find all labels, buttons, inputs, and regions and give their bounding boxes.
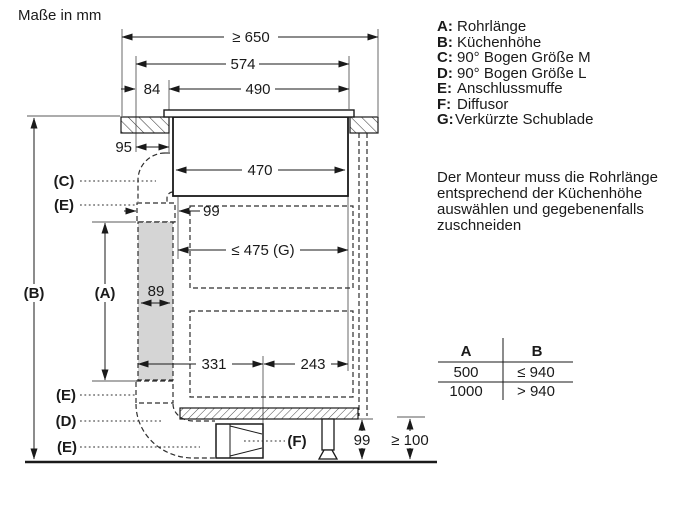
- connection-socket-bottom: [136, 381, 173, 403]
- duct-pipe: [138, 222, 173, 380]
- units-title: Maße in mm: [18, 7, 102, 24]
- svg-text:E:Anschlussmuffe: [437, 80, 563, 97]
- note-line: zuschneiden: [437, 217, 522, 234]
- worktop-right: [350, 117, 378, 133]
- legend-label: Anschlussmuffe: [457, 80, 563, 97]
- dim-bottom-height: 99: [353, 432, 371, 449]
- legend-key: D:: [437, 65, 453, 82]
- legend-key: F:: [437, 96, 452, 113]
- dim-duct-to-center: 331: [201, 356, 227, 373]
- dim-drawer-depth: ≤ 475 (G): [231, 242, 295, 259]
- label-bend-top: (C): [53, 173, 75, 190]
- label-socket-top: (E): [54, 197, 74, 214]
- svg-text:C:90° Bogen Größe M: [437, 49, 591, 66]
- dim-hob-inner-width: 470: [247, 162, 273, 179]
- bend-90-top: [138, 153, 173, 202]
- dim-socket-width: 99: [203, 203, 220, 220]
- legend-key: E:: [437, 80, 452, 97]
- dimension-lines: [34, 37, 410, 459]
- legend-label: 90° Bogen Größe M: [457, 49, 591, 66]
- installer-note: [437, 169, 658, 234]
- svg-text:A:Rohrlänge: [437, 18, 526, 35]
- table-cell: 1000: [449, 383, 483, 400]
- cabinet-foot: [319, 450, 337, 459]
- table-cell: > 940: [517, 383, 555, 400]
- dim-pipe-width: 89: [147, 283, 165, 300]
- table-header-a: A: [460, 343, 472, 360]
- label-bend-bottom: (D): [55, 413, 77, 430]
- dim-outlet-offset: 95: [115, 139, 132, 156]
- legend-label: Rohrlänge: [457, 18, 527, 35]
- legend-label: 90° Bogen Größe L: [457, 65, 587, 82]
- legend-key: B:: [437, 34, 453, 51]
- worktop-left: [121, 117, 169, 133]
- legend-key: C:: [437, 49, 453, 66]
- dim-hob-width: 574: [230, 56, 256, 73]
- legend-key: G:: [437, 111, 454, 128]
- label-pipe-length: (A): [94, 285, 116, 302]
- table-cell: ≤ 940: [517, 364, 555, 381]
- dim-edge-offset: 84: [143, 81, 161, 98]
- hob-assembly: [121, 110, 378, 196]
- hob-top-plate: [164, 110, 354, 117]
- cabinet-bottom-panel: [180, 408, 358, 419]
- label-kitchen-height: (B): [23, 285, 45, 302]
- table-header-b: B: [531, 343, 543, 360]
- dim-floor-clearance: ≥ 100: [391, 432, 429, 449]
- dim-center-to-wall: 243: [300, 356, 326, 373]
- cabinet-leg: [322, 419, 334, 450]
- note-line: Der Monteur muss die Rohrlänge: [437, 169, 658, 186]
- connection-socket-top: [137, 203, 175, 222]
- dim-cutout-width: 490: [245, 81, 271, 98]
- base-assembly: [25, 408, 437, 462]
- diffusor-body: [216, 424, 263, 458]
- legend-label: Küchenhöhe: [457, 34, 542, 51]
- table-cell: 500: [453, 364, 479, 381]
- dim-total-width: ≥ 650: [232, 29, 270, 46]
- label-socket-mid: (E): [56, 387, 76, 404]
- note-line: entsprechend der Küchenhöhe: [437, 185, 643, 202]
- legend-label: Verkürzte Schublade: [455, 111, 594, 128]
- callout-leaders: [80, 181, 285, 447]
- note-line: auswählen und gegebenenfalls: [437, 201, 644, 218]
- legend-key: A:: [437, 18, 453, 35]
- legend-label: Diffusor: [457, 96, 509, 113]
- lower-drawer-box: [190, 311, 353, 397]
- label-socket-bottom: (E): [57, 439, 77, 456]
- hob-body: [173, 117, 348, 196]
- height-table: [438, 338, 573, 400]
- legend: [437, 18, 593, 128]
- label-backgrounds: [19, 29, 434, 448]
- label-diffusor: (F): [287, 433, 307, 450]
- svg-text:G:Verkürzte Schublade: [437, 111, 593, 128]
